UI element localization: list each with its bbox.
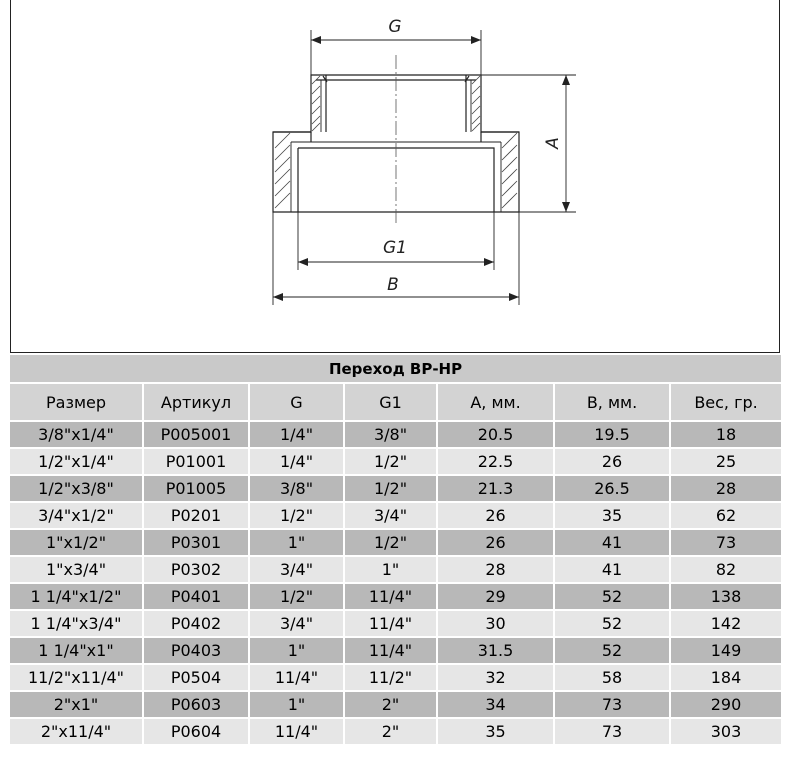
spec-table [10, 355, 783, 746]
cell-g1: 1/2" [344, 475, 437, 502]
label-b: B [387, 275, 399, 295]
cell-a: 26 [437, 529, 554, 556]
cell-weight: 62 [670, 502, 782, 529]
cell-g1: 1/2" [344, 448, 437, 475]
cell-size: 1/2"x1/4" [10, 448, 143, 475]
cell-a: 31.5 [437, 637, 554, 664]
label-a: A [543, 137, 563, 149]
table-body [10, 421, 782, 745]
cell-b: 41 [554, 556, 670, 583]
header-article: Артикул [143, 383, 249, 421]
cell-article: P01005 [143, 475, 249, 502]
header-b: B, мм. [554, 383, 670, 421]
cell-a: 22.5 [437, 448, 554, 475]
cell-article: P0302 [143, 556, 249, 583]
cell-a: 35 [437, 718, 554, 745]
table-row [10, 691, 782, 718]
table-row [10, 502, 782, 529]
cell-weight: 25 [670, 448, 782, 475]
table-title: Переход ВР-НР [10, 355, 782, 383]
cell-g: 1/2" [249, 502, 344, 529]
header-weight: Вес, гр. [670, 383, 782, 421]
cell-g: 11/4" [249, 718, 344, 745]
cell-g1: 11/4" [344, 610, 437, 637]
table-row [10, 475, 782, 502]
cell-g: 3/8" [249, 475, 344, 502]
cell-b: 73 [554, 718, 670, 745]
cell-g: 3/4" [249, 610, 344, 637]
table-row [10, 529, 782, 556]
cell-article: P0401 [143, 583, 249, 610]
cell-article: P0603 [143, 691, 249, 718]
cell-b: 26 [554, 448, 670, 475]
table-header-row [10, 383, 782, 421]
cell-g1: 2" [344, 691, 437, 718]
cell-g1: 11/2" [344, 664, 437, 691]
cell-g: 11/4" [249, 664, 344, 691]
cell-a: 34 [437, 691, 554, 718]
table-row [10, 610, 782, 637]
cell-article: P0604 [143, 718, 249, 745]
cell-g1: 2" [344, 718, 437, 745]
table-row [10, 448, 782, 475]
cell-a: 30 [437, 610, 554, 637]
cell-g: 3/4" [249, 556, 344, 583]
cell-g: 1/4" [249, 421, 344, 448]
cell-a: 28 [437, 556, 554, 583]
cell-size: 3/4"x1/2" [10, 502, 143, 529]
cell-size: 3/8"x1/4" [10, 421, 143, 448]
cell-weight: 28 [670, 475, 782, 502]
table-row [10, 421, 782, 448]
cell-article: P0301 [143, 529, 249, 556]
table-row [10, 718, 782, 745]
cell-weight: 142 [670, 610, 782, 637]
cell-size: 1 1/4"x3/4" [10, 610, 143, 637]
cell-b: 58 [554, 664, 670, 691]
cell-size: 1"x1/2" [10, 529, 143, 556]
header-g: G [249, 383, 344, 421]
cell-g: 1/2" [249, 583, 344, 610]
cell-weight: 303 [670, 718, 782, 745]
cell-weight: 290 [670, 691, 782, 718]
table-row [10, 556, 782, 583]
cell-article: P0504 [143, 664, 249, 691]
cell-g1: 3/8" [344, 421, 437, 448]
cell-g: 1" [249, 637, 344, 664]
table-row [10, 664, 782, 691]
cell-b: 35 [554, 502, 670, 529]
cell-b: 19.5 [554, 421, 670, 448]
cell-weight: 18 [670, 421, 782, 448]
cell-g1: 3/4" [344, 502, 437, 529]
cell-a: 26 [437, 502, 554, 529]
table-title-row [10, 355, 782, 383]
cell-size: 11/2"x11/4" [10, 664, 143, 691]
cell-g: 1" [249, 691, 344, 718]
cell-g1: 1/2" [344, 529, 437, 556]
cell-weight: 149 [670, 637, 782, 664]
cell-weight: 138 [670, 583, 782, 610]
cell-g: 1" [249, 529, 344, 556]
cell-g1: 1" [344, 556, 437, 583]
header-a: A, мм. [437, 383, 554, 421]
cell-b: 52 [554, 610, 670, 637]
cell-a: 20.5 [437, 421, 554, 448]
cell-article: P005001 [143, 421, 249, 448]
cell-size: 2"x1" [10, 691, 143, 718]
cell-b: 73 [554, 691, 670, 718]
cell-a: 32 [437, 664, 554, 691]
cell-article: P0402 [143, 610, 249, 637]
header-g1: G1 [344, 383, 437, 421]
cell-size: 1"x3/4" [10, 556, 143, 583]
technical-drawing [10, 0, 780, 353]
cell-a: 21.3 [437, 475, 554, 502]
label-g1: G1 [383, 238, 407, 258]
cell-g1: 11/4" [344, 637, 437, 664]
cell-b: 41 [554, 529, 670, 556]
fitting-section-drawing [11, 0, 781, 353]
cell-b: 26.5 [554, 475, 670, 502]
cell-weight: 82 [670, 556, 782, 583]
cell-size: 1/2"x3/8" [10, 475, 143, 502]
cell-g1: 11/4" [344, 583, 437, 610]
table-row [10, 637, 782, 664]
cell-size: 1 1/4"x1" [10, 637, 143, 664]
cell-weight: 73 [670, 529, 782, 556]
cell-b: 52 [554, 583, 670, 610]
cell-size: 1 1/4"x1/2" [10, 583, 143, 610]
table-row [10, 583, 782, 610]
cell-size: 2"x11/4" [10, 718, 143, 745]
cell-article: P01001 [143, 448, 249, 475]
cell-g: 1/4" [249, 448, 344, 475]
cell-article: P0403 [143, 637, 249, 664]
cell-a: 29 [437, 583, 554, 610]
cell-weight: 184 [670, 664, 782, 691]
label-g: G [388, 17, 402, 37]
cell-b: 52 [554, 637, 670, 664]
header-size: Размер [10, 383, 143, 421]
cell-article: P0201 [143, 502, 249, 529]
